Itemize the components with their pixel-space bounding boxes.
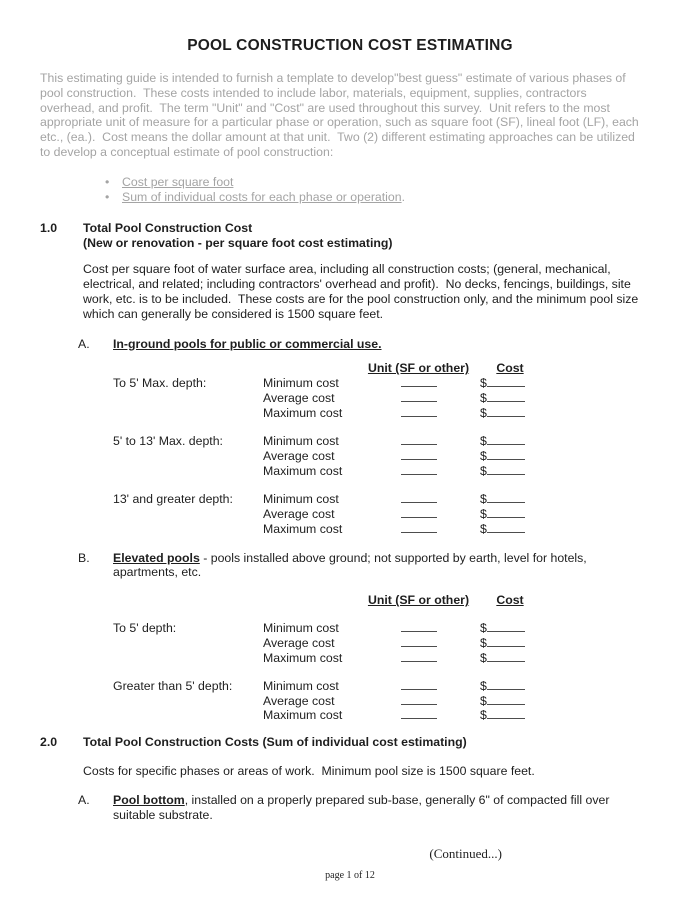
subsection-letter: B. — [78, 550, 90, 565]
dollar-sign: $ — [480, 463, 487, 478]
cost-row — [113, 621, 660, 636]
subsection-letter: A. — [78, 336, 90, 351]
blank-line — [487, 635, 525, 647]
dollar-sign: $ — [480, 650, 487, 665]
blank-line — [487, 375, 525, 387]
subsection-title: In-ground pools for public or commercial use. — [113, 336, 382, 351]
cost-type-label: Average cost — [263, 693, 335, 708]
unit-blank-field — [365, 463, 472, 479]
bullet-text: Sum of individual costs for each phase or operation — [122, 189, 402, 204]
unit-blank-field — [365, 448, 472, 464]
description-line: apartments, etc. — [113, 565, 202, 580]
blank-line — [401, 707, 437, 719]
unit-blank-field — [365, 707, 472, 723]
blank-line — [401, 433, 437, 445]
cost-row — [113, 522, 660, 537]
depth-label: To 5' Max. depth: — [113, 376, 207, 391]
blank-line — [401, 650, 437, 662]
blank-line — [401, 521, 437, 533]
unit-blank-field — [365, 678, 472, 694]
cost-row — [113, 376, 660, 391]
unit-column-header: Unit (SF or other) — [367, 593, 470, 608]
cost-blank-field — [480, 635, 550, 651]
blank-line — [401, 390, 437, 402]
cost-type-label: Minimum cost — [263, 434, 339, 449]
subsection-a-heading — [78, 337, 660, 352]
depth-label: 13' and greater depth: — [113, 492, 233, 507]
intro-line: to develop a conceptual estimate of pool construction: — [40, 144, 334, 159]
blank-line — [487, 448, 525, 460]
document-title: POOL CONSTRUCTION COST ESTIMATING — [187, 37, 513, 54]
cost-blank-field — [480, 650, 550, 666]
subsection-title: Elevated pools — [113, 550, 200, 565]
dollar-sign: $ — [480, 708, 487, 723]
blank-line — [401, 635, 437, 647]
section-2-heading — [40, 735, 660, 750]
description-line — [113, 551, 587, 566]
blank-line — [401, 506, 437, 518]
cost-column-header: Cost — [496, 593, 524, 608]
unit-blank-field — [365, 491, 472, 507]
cost-row — [113, 406, 660, 421]
unit-blank-field — [365, 405, 472, 421]
dollar-sign: $ — [480, 448, 487, 463]
cost-blank-field — [480, 506, 550, 522]
cost-type-label: Average cost — [263, 506, 335, 521]
paragraph-line: which can generally be considered is 1500 square feet. — [83, 306, 384, 321]
blank-line — [487, 506, 525, 518]
cost-blank-field — [480, 491, 550, 507]
intro-paragraph — [40, 71, 660, 160]
blank-line — [487, 463, 525, 475]
page-number: page 1 of 12 — [325, 870, 375, 882]
unit-blank-field — [365, 521, 472, 537]
cost-type-label: Maximum cost — [263, 521, 343, 536]
cost-blank-field — [480, 375, 550, 391]
dollar-sign: $ — [480, 678, 487, 693]
paragraph-line: electrical, and related; including contractors' overhead and profit). No decks, fencings, buildings, site — [83, 277, 631, 292]
dollar-sign: $ — [480, 405, 487, 420]
blank-line — [487, 650, 525, 662]
cost-group-5-to-13ft — [113, 434, 660, 478]
section-1-heading — [40, 221, 660, 251]
section-title — [83, 221, 660, 251]
unit-blank-field — [365, 650, 472, 666]
unit-column-header: Unit (SF or other) — [367, 361, 470, 376]
dollar-sign: $ — [480, 434, 487, 449]
description-text: - pools installed above ground; not supported by earth, level for hotels, — [199, 550, 587, 565]
subsection-description — [113, 551, 587, 581]
section-2-paragraph: Costs for specific phases or areas of work. Minimum pool size is 1500 square feet. — [83, 764, 535, 779]
bullet-suffix: . — [401, 189, 405, 204]
blank-line — [487, 405, 525, 417]
unit-blank-field — [365, 390, 472, 406]
cost-row — [113, 449, 660, 464]
unit-blank-field — [365, 635, 472, 651]
cost-blank-field — [480, 678, 550, 694]
dollar-sign: $ — [480, 492, 487, 507]
blank-line — [487, 620, 525, 632]
cost-blank-field — [480, 463, 550, 479]
cost-row — [113, 464, 660, 479]
cost-row — [113, 434, 660, 449]
depth-label: To 5' depth: — [113, 620, 177, 635]
bullet-item — [40, 175, 660, 190]
blank-line — [487, 693, 525, 705]
blank-line — [487, 433, 525, 445]
cost-type-label: Maximum cost — [263, 405, 343, 420]
blank-line — [487, 491, 525, 503]
dollar-sign: $ — [480, 506, 487, 521]
blank-line — [487, 521, 525, 533]
cost-type-label: Minimum cost — [263, 620, 339, 635]
blank-line — [401, 678, 437, 690]
subsection-a2-heading — [78, 793, 660, 823]
cost-type-label: Minimum cost — [263, 678, 339, 693]
section-title-line: Total Pool Construction Cost — [83, 220, 253, 235]
intro-line: overhead, and profit. The term "Unit" and "Cost" are used throughout this survey. Unit refers to the most — [40, 100, 610, 115]
blank-line — [401, 463, 437, 475]
dollar-sign: $ — [480, 620, 487, 635]
blank-line — [401, 693, 437, 705]
intro-line: pool construction. These costs intended to include labor, materials, equipment, supplies, contractors — [40, 85, 587, 100]
subsection-letter: A. — [78, 792, 90, 807]
cost-type-label: Maximum cost — [263, 708, 343, 723]
intro-line: etc., (ea.). Cost means the dollar amount at that unit. Two (2) different estimating approaches can be utilized — [40, 130, 635, 145]
section-number: 2.0 — [40, 735, 58, 750]
intro-line: appropriate unit of measure for a particular phase or operation, such as square foot (SF), lineal foot (LF), each — [40, 115, 639, 130]
dollar-sign: $ — [480, 521, 487, 536]
cost-blank-field — [480, 433, 550, 449]
section-1-paragraph — [83, 262, 660, 321]
cost-type-label: Maximum cost — [263, 650, 343, 665]
unit-blank-field — [365, 433, 472, 449]
blank-line — [401, 448, 437, 460]
cost-group-13ft-and-greater — [113, 492, 660, 536]
section-title: Total Pool Construction Costs (Sum of individual cost estimating) — [83, 735, 467, 750]
cost-type-label: Minimum cost — [263, 492, 339, 507]
cost-type-label: Average cost — [263, 390, 335, 405]
unit-blank-field — [365, 506, 472, 522]
dollar-sign: $ — [480, 376, 487, 391]
unit-blank-field — [365, 620, 472, 636]
cost-row — [113, 679, 660, 694]
bullet-text: Cost per square foot — [122, 174, 234, 189]
cost-type-label: Maximum cost — [263, 463, 343, 478]
blank-line — [401, 491, 437, 503]
paragraph-line: Cost per square foot of water surface area, including all construction costs; (general, mechanical, — [83, 262, 611, 277]
cost-blank-field — [480, 448, 550, 464]
cost-blank-field — [480, 620, 550, 636]
unit-blank-field — [365, 375, 472, 391]
cost-row — [113, 694, 660, 709]
cost-row — [113, 708, 660, 723]
section-number: 1.0 — [40, 220, 58, 235]
blank-line — [401, 620, 437, 632]
description-line: suitable substrate. — [113, 807, 213, 822]
blank-line — [401, 375, 437, 387]
cost-type-label: Minimum cost — [263, 376, 339, 391]
cost-type-label: Average cost — [263, 635, 335, 650]
cost-blank-field — [480, 405, 550, 421]
paragraph-line: work, etc. is to be included. These costs are for the pool construction only, and the minimum pool size — [83, 291, 639, 306]
cost-group-to-5ft — [113, 621, 660, 665]
bullet-list — [40, 175, 660, 205]
section-title-line: (New or renovation - per square foot cost estimating) — [83, 235, 393, 250]
description-line — [113, 793, 609, 808]
subsection-description — [113, 793, 609, 823]
blank-line — [401, 405, 437, 417]
dollar-sign: $ — [480, 635, 487, 650]
cost-column-header: Cost — [496, 361, 524, 376]
cost-row — [113, 492, 660, 507]
table-header-row — [113, 593, 660, 608]
cost-row — [113, 636, 660, 651]
cost-row — [113, 651, 660, 666]
unit-blank-field — [365, 693, 472, 709]
blank-line — [487, 707, 525, 719]
dollar-sign: $ — [480, 693, 487, 708]
continued-note: (Continued...) — [429, 846, 502, 862]
intro-line: This estimating guide is intended to furnish a template to develop"best guess" estimate of various phases of — [40, 71, 626, 85]
in-ground-cost-table — [113, 361, 660, 536]
depth-label: Greater than 5' depth: — [113, 678, 233, 693]
blank-line — [487, 390, 525, 402]
cost-group-to-5ft-max — [113, 376, 660, 420]
cost-blank-field — [480, 390, 550, 406]
description-text: , installed on a properly prepared sub-base, generally 6" of compacted fill over — [184, 792, 610, 807]
cost-blank-field — [480, 707, 550, 723]
subsection-title: Pool bottom — [113, 792, 185, 807]
cost-type-label: Average cost — [263, 448, 335, 463]
cost-group-greater-than-5ft — [113, 679, 660, 723]
blank-line — [487, 678, 525, 690]
dollar-sign: $ — [480, 390, 487, 405]
bullet-item — [40, 190, 660, 205]
cost-blank-field — [480, 521, 550, 537]
table-header-row — [113, 361, 660, 376]
subsection-b-heading — [78, 551, 660, 581]
elevated-pools-cost-table — [113, 593, 660, 723]
cost-blank-field — [480, 693, 550, 709]
cost-row — [113, 507, 660, 522]
cost-row — [113, 391, 660, 406]
depth-label: 5' to 13' Max. depth: — [113, 434, 223, 449]
